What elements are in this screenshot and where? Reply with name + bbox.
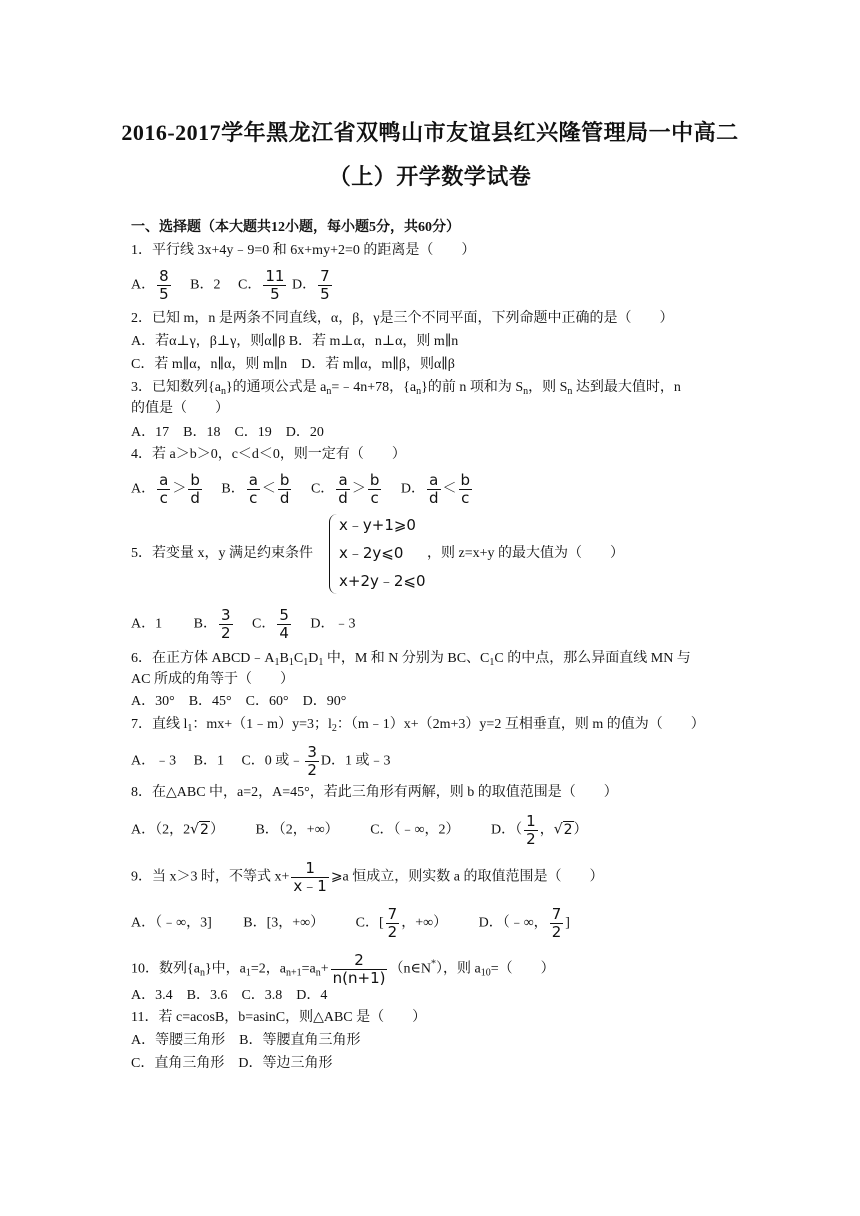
q11-options-ab: A．等腰三角形 B．等腰直角三角形 [131,1033,361,1048]
q11-stem: 11．若 c=acosB，b=asinC，则△ABC 是（ ） [131,1010,427,1025]
q4-c-right-fraction: $\frac{b}{c}$ [369,471,380,507]
q10-options: A．3.4 B．3.6 C．3.8 D．4 [131,988,328,1003]
q5-stem-pre: 5．若变量 x，y 满足约束条件 [131,546,313,561]
q1-c-fraction: $\frac{11}{5}$ [265,267,285,303]
q2-stem: 2．已知 m，n 是两条不同直线，α，β，γ是三个不同平面，下列命题中正确的是（ ） [131,311,674,326]
q10-fraction: $\frac{2}{n(n+1)}$ [332,951,386,987]
q4-options: A． $\frac{a}{c}$ ＞ $\frac{b}{d}$ B． $\frac{a}{c}$ ＜ $\frac{b}{d}$ C． $\frac{a}{d}$ ＞ $\frac{b}{c}$ D． $\frac{a}{d}$ ＜ $\frac{b}{c}$ [131,471,471,507]
q10-stem: 10．数列$\{a_n\}$中，$a_1=2$，$a_{n+1}=a_n+$ $\frac{2}{n(n+1)}$ （n∈N*），则 $a_{10}=$（ ） [131,951,555,987]
q1-a-label: A． [131,277,156,293]
brace-icon [329,514,338,594]
q7-c-fraction: $\frac{3}{2}$ [307,743,317,779]
q8-a-radicand: 2 [200,821,209,838]
q7-options: A．﹣3 B．1 C．0 或﹣ $\frac{3}{2}$ D．1 或﹣3 [131,743,391,779]
q8-d-radicand: 2 [563,821,573,838]
q3-options: A．17 B．18 C．19 D．20 [131,425,324,440]
q8-options: A．（2，2√2） B．（2，+∞） C．（﹣∞，2） D．（ $\frac{1}{2}$ ，√2） [131,812,588,848]
q9-stem: 9．当 x＞3 时，不等式 x+ $\frac{1}{x﹣1}$ ⩾a 恒成立，则实数 a 的取值范围是（ ） [131,859,604,895]
q8-stem: 8．在△ABC 中，a=2，A=45°，若此三角形有两解，则 b 的取值范围是（ ） [131,785,618,800]
q5-stem-post: ，则 z=x+y 的最大值为（ ） [427,546,625,561]
q6-stem: 6．在正方体 $ABCD﹣A_1B_1C_1D_1$ 中，M 和 N 分别为 BC、$C_1C$ 的中点，那么异面直线 MN 与 [131,651,691,668]
q1-options [131,268,334,303]
q4-c-left-fraction: $\frac{a}{d}$ [338,471,348,507]
q5-b-fraction: $\frac{3}{2}$ [220,606,231,642]
q9-options: A．（﹣∞，3] B．[3，+∞） C．[ $\frac{7}{2}$ ，+∞） D．（﹣∞， $\frac{7}{2}$ ] [131,905,570,941]
q4-b-right-fraction: $\frac{b}{d}$ [279,471,290,507]
q5-options: A．1 B． $\frac{3}{2}$ C． $\frac{5}{4}$ D．﹣3 [131,606,356,642]
q6-stem-cont: AC 所成的角等于（ ） [131,672,294,687]
q4-d-left-fraction: $\frac{a}{d}$ [428,471,439,507]
q5-constraint-system [329,512,439,594]
q6-options: A．30° B．45° C．60° D．90° [131,694,347,709]
q11-options-cd: C．直角三角形 D．等边三角形 [131,1056,333,1071]
q5-constraint-1: x﹣y+1⩾0 [339,516,416,534]
q4-b-left-fraction: $\frac{a}{c}$ [248,471,258,507]
q4-d-right-fraction: $\frac{b}{c}$ [460,471,471,507]
q5-constraint-3: x+2y﹣2⩽0 [339,572,426,590]
q1-stem: 1．平行线 3x+4y﹣9=0 和 6x+my+2=0 的距离是（ ） [131,243,476,258]
q1-b-option: B．2 [190,277,221,293]
q1-a-fraction: $\frac{8}{5}$ [159,267,169,303]
q4-a-right-fraction: $\frac{b}{d}$ [190,471,200,507]
q5-c-fraction: $\frac{5}{4}$ [279,606,289,642]
q1-d-fraction: $\frac{7}{5}$ [320,267,330,303]
exam-title-line1: 2016-2017学年黑龙江省双鸭山市友谊县红兴隆管理局一中高二 [121,120,739,145]
q2-options-ab: A．若α⊥γ，β⊥γ，则α∥β B．若 m⊥α，n⊥α，则 m∥n [131,334,459,349]
q1-c-label: C． [238,277,262,293]
q3-stem-cont: 的值是（ ） [131,401,229,416]
q4-a-left-fraction: $\frac{a}{c}$ [159,471,169,507]
q9-d-fraction: $\frac{7}{2}$ [551,905,562,941]
q5-constraint-2: x﹣2y⩽0 [339,544,404,562]
q4-stem: 4．若 a＞b＞0，c＜d＜0，则一定有（ ） [131,447,406,462]
q1-d-label: D． [291,277,317,293]
q2-options-cd: C．若 m∥α，n∥α，则 m∥n D．若 m∥α，m∥β，则α∥β [131,357,455,372]
q7-stem: 7．直线 $l_1$：mx+（1﹣m）y=3；$l_2$：（m﹣1）x+（2m+3）y=2 互相垂直，则 m 的值为（ ） [131,717,705,734]
q9-fraction: $\frac{1}{x﹣1}$ [293,859,327,895]
q9-c-fraction: $\frac{7}{2}$ [387,905,398,941]
exam-title-line2: （上）开学数学试卷 [328,164,532,189]
section-heading: 一、选择题（本大题共12小题，每小题5分，共60分） [131,220,460,235]
q8-d-fraction: $\frac{1}{2}$ [526,812,536,848]
q3-stem: 3．已知数列$\{a_n\}$的通项公式是 $a_n=﹣4n+78$，$\{a_n\}$的前 n 项和为 $S_n$，则 $S_n$ 达到最大值时，n [131,380,681,397]
